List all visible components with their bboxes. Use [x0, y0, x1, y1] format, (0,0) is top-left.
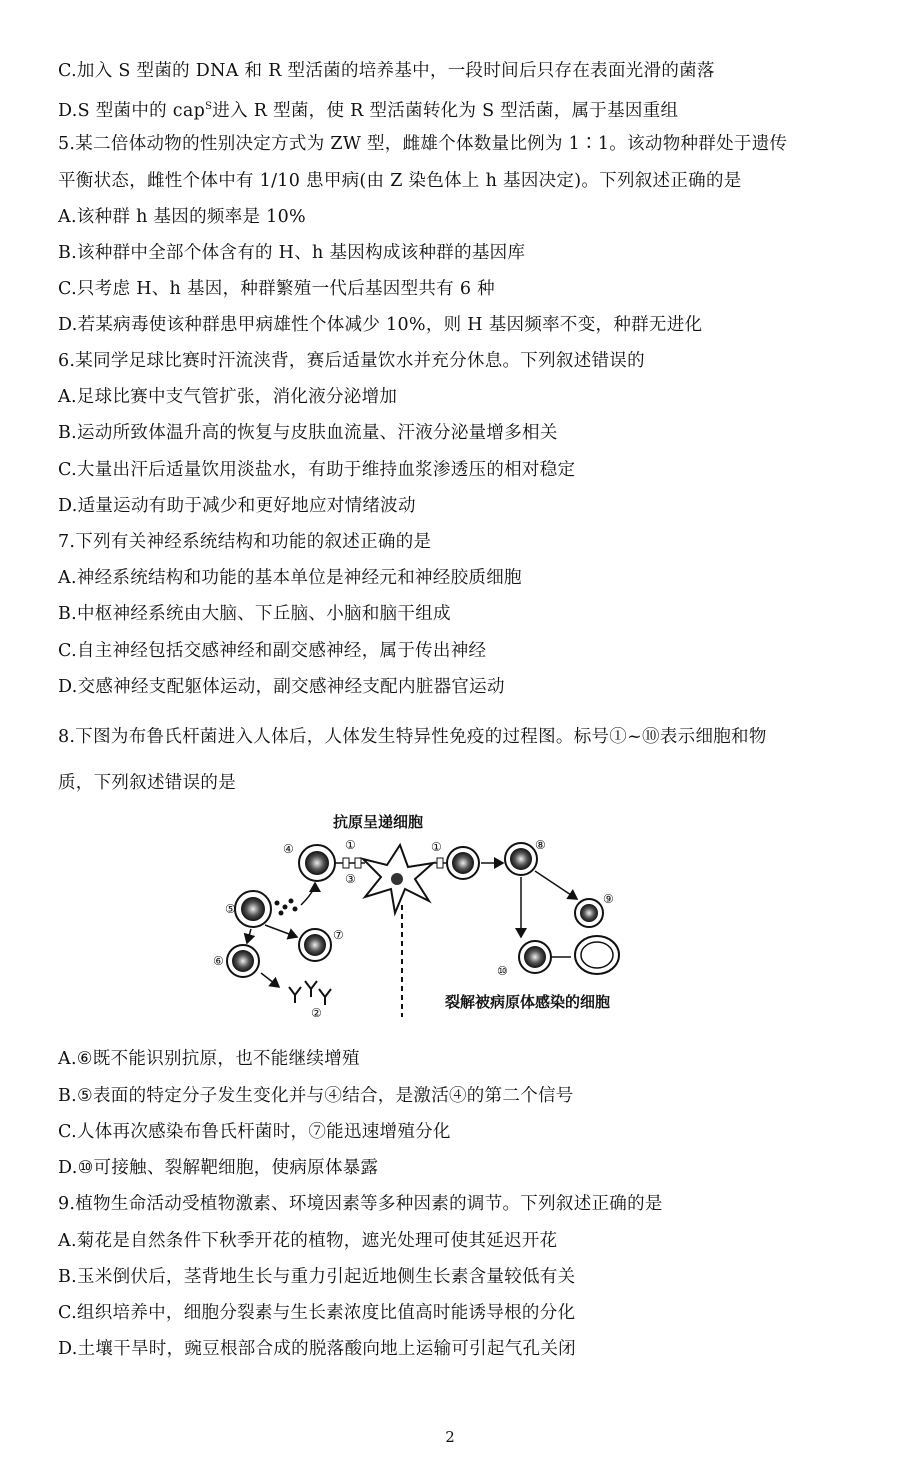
- page-number: 2: [445, 1428, 455, 1446]
- q6-stem: 6.某同学足球比赛时汗流浃背，赛后适量饮水并充分休息。下列叙述错误的: [58, 351, 645, 371]
- mark-6: ⑥: [213, 954, 224, 968]
- cell-10: [519, 941, 551, 973]
- q5-option-b: B.该种群中全部个体含有的 H、h 基因构成该种群的基因库: [58, 243, 526, 263]
- q8-option-b: B.⑤表面的特定分子发生变化并与④结合，是激活④的第二个信号: [58, 1086, 574, 1106]
- mark-3: ③: [345, 872, 356, 886]
- mark-1-left: ①: [345, 838, 356, 852]
- arrow-cytokine-to-4: [301, 883, 315, 905]
- mark-5: ⑤: [225, 902, 236, 916]
- q5-option-d: D.若某病毒使该种群患甲病雄性个体减少 10%，则 H 基因频率不变，种群无进化: [58, 315, 703, 335]
- q9-option-d: D.土壤干旱时，豌豆根部合成的脱落酸向地上运输可引起气孔关闭: [58, 1339, 576, 1359]
- cytokine-dots: [275, 899, 298, 916]
- q9-option-c: C.组织培养中，细胞分裂素与生长素浓度比值高时能诱导根的分化: [58, 1303, 576, 1323]
- q6-option-c: C.大量出汗后适量饮用淡盐水，有助于维持血浆渗透压的相对稳定: [58, 460, 576, 480]
- q6-option-b: B.运动所致体温升高的恢复与皮肤血流量、汗液分泌量增多相关: [58, 423, 558, 443]
- q6-option-d: D.适量运动有助于减少和更好地应对情绪波动: [58, 496, 416, 516]
- q5-option-a: A.该种群 h 基因的频率是 10%: [58, 207, 306, 227]
- cell-4: [299, 845, 335, 881]
- mark-7: ⑦: [333, 928, 344, 942]
- lysis-label: 裂解被病原体感染的细胞: [445, 993, 611, 1011]
- q8-option-d: D.⑩可接触、裂解靶细胞，使病原体暴露: [58, 1158, 379, 1178]
- cell-8: [505, 843, 537, 875]
- q7-stem: 7.下列有关神经系统结构和功能的叙述正确的是: [58, 532, 432, 552]
- q7-option-c: C.自主神经包括交感神经和副交感神经，属于传出神经: [58, 641, 487, 661]
- cell-9: [575, 899, 603, 927]
- arrow-8-to-9: [535, 871, 577, 899]
- q8-option-c: C.人体再次感染布鲁氏杆菌时，⑦能迅速增殖分化: [58, 1122, 451, 1142]
- antigen-presenting-cell: [363, 845, 433, 913]
- infected-target-cell: [575, 936, 619, 974]
- q7-option-b: B.中枢神经系统由大脑、下丘脑、小脑和脑干组成: [58, 604, 451, 624]
- cell-7: [299, 929, 331, 961]
- arrow-5-to-6: [247, 929, 251, 943]
- q7-option-d: D.交感神经支配躯体运动，副交感神经支配内脏器官运动: [58, 677, 505, 697]
- mark-4: ④: [283, 842, 294, 856]
- q5-option-c: C.只考虑 H、h 基因，种群繁殖一代后基因型共有 6 种: [58, 279, 495, 299]
- q4-option-d: D.S 型菌中的 cap$^S$进入 R 型菌，使 R 型活菌转化为 S 型活菌，属于基因重组: [58, 100, 679, 121]
- apc-label: 抗原呈递细胞: [333, 813, 424, 831]
- q6-option-a: A.足球比赛中支气管扩张，消化液分泌增加: [58, 387, 398, 407]
- q8-stem-1: 8.下图为布鲁氏杆菌进入人体后，人体发生特异性免疫的过程图。标号①~⑩表示细胞和物: [58, 727, 767, 747]
- immune-process-diagram: [205, 805, 645, 1025]
- q9-option-b: B.玉米倒伏后，茎背地生长与重力引起近地侧生长素含量较低有关: [58, 1267, 576, 1287]
- q5-stem-2: 平衡状态，雌性个体中有 1/10 患甲病(由 Z 染色体上 h 基因决定)。下列叙述正确的是: [58, 171, 742, 191]
- mark-9: ⑨: [603, 892, 614, 906]
- q8-stem-2: 质，下列叙述错误的是: [58, 773, 236, 793]
- q4-option-c: C.加入 S 型菌的 DNA 和 R 型活菌的培养基中，一段时间后只存在表面光滑的菌落: [58, 61, 715, 81]
- mark-1-right: ①: [431, 840, 442, 854]
- cell-right-1: [447, 847, 479, 879]
- q9-stem: 9.植物生命活动受植物激素、环境因素等多种因素的调节。下列叙述正确的是: [58, 1194, 663, 1214]
- cell-6: [227, 945, 259, 977]
- mark-10: ⑩: [497, 964, 508, 978]
- arrow-6-to-antibody: [261, 973, 279, 987]
- q5-stem-1: 5.某二倍体动物的性别决定方式为 ZW 型，雌雄个体数量比例为 1∶1。该动物种群处于遗传: [58, 134, 788, 154]
- cell-5: [235, 891, 271, 927]
- q9-option-a: A.菊花是自然条件下秋季开花的植物，遮光处理可使其延迟开花: [58, 1231, 558, 1251]
- antibody-icon: [289, 981, 331, 1005]
- q8-option-a: A.⑥既不能识别抗原，也不能继续增殖: [58, 1049, 360, 1069]
- mark-2: ②: [311, 1006, 322, 1020]
- mark-8: ⑧: [535, 838, 546, 852]
- arrow-5-to-7: [265, 925, 297, 937]
- q7-option-a: A.神经系统结构和功能的基本单位是神经元和神经胶质细胞: [58, 568, 522, 588]
